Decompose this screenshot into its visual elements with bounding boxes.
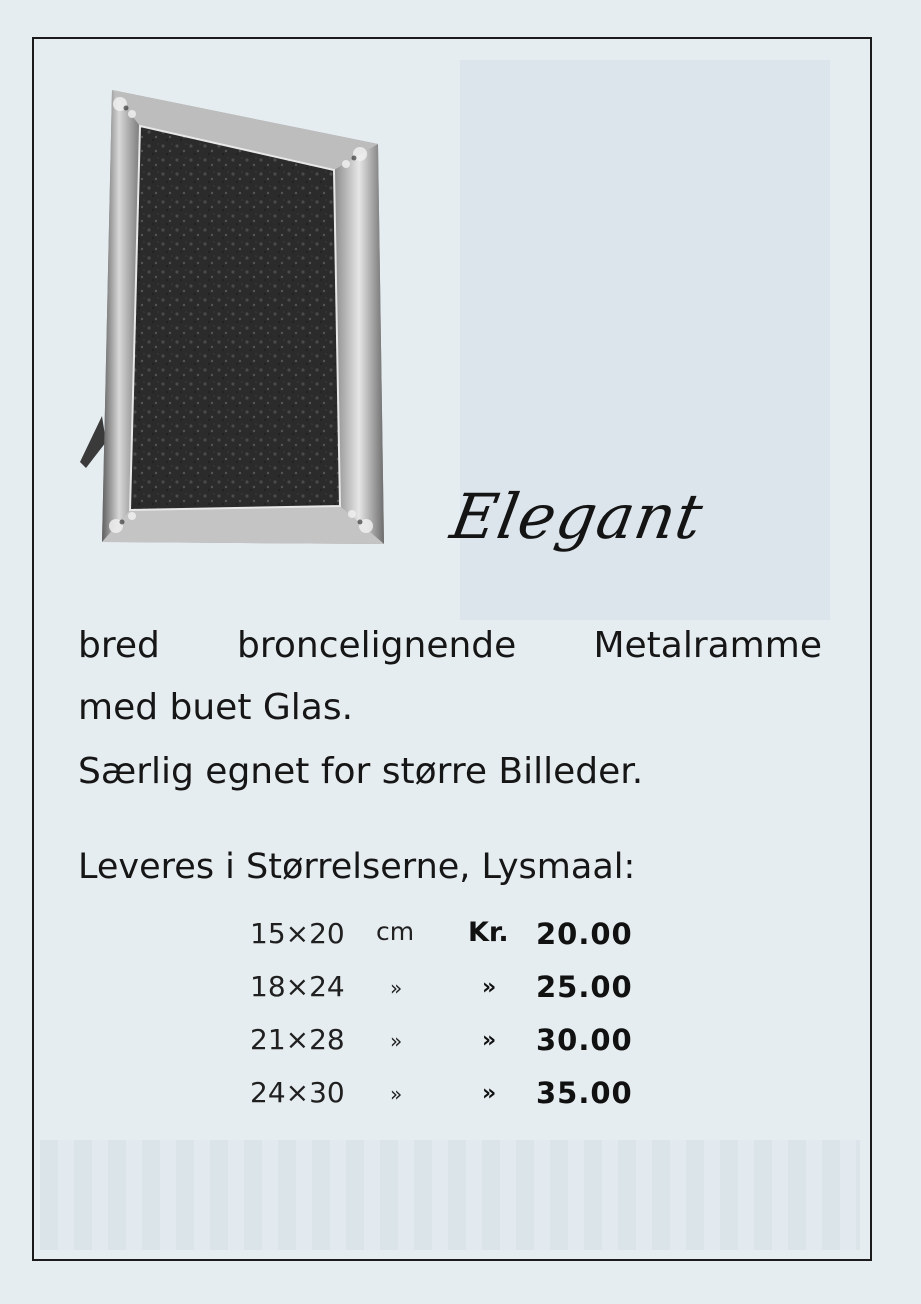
size-row	[250, 970, 670, 1023]
size-dimensions: 15×20	[250, 917, 345, 950]
picture-frame-photo	[76, 86, 388, 544]
price-currency: Kr.	[468, 917, 509, 948]
price-currency: »	[482, 1028, 497, 1053]
price-value: 20.00	[536, 917, 633, 951]
price-value: 35.00	[536, 1076, 633, 1110]
description-word: Metalramme	[593, 625, 822, 666]
price-value: 25.00	[536, 970, 633, 1004]
size-unit: »	[390, 1029, 403, 1053]
description-word: broncelignende	[237, 625, 517, 666]
size-price-list	[250, 917, 670, 1129]
description-line-2: med buet Glas.	[78, 687, 354, 728]
price-currency: »	[482, 975, 497, 1000]
price-value: 30.00	[536, 1023, 633, 1057]
description-line-1	[78, 625, 822, 666]
price-currency: »	[482, 1081, 497, 1106]
ad-heading: Elegant	[445, 480, 709, 553]
description-line-3: Særlig egnet for større Billeder.	[78, 751, 644, 792]
description-word: bred	[78, 625, 160, 666]
size-dimensions: 24×30	[250, 1076, 345, 1109]
size-dimensions: 21×28	[250, 1023, 345, 1056]
size-dimensions: 18×24	[250, 970, 345, 1003]
size-unit: cm	[376, 917, 415, 946]
size-row	[250, 917, 670, 970]
size-unit: »	[390, 976, 403, 1000]
size-unit: »	[390, 1082, 403, 1106]
size-row	[250, 1076, 670, 1129]
sizes-intro: Leveres i Størrelserne, Lysmaal:	[78, 847, 636, 887]
size-row	[250, 1023, 670, 1076]
